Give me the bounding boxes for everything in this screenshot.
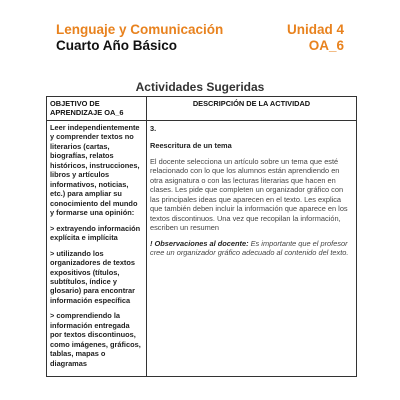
objective-intro: Leer independientemente y comprender textos no literarios (cartas, biografías, relatos históricos, instrucciones, libros y artículos informativos, noticias, etc.) para ampliar su conocimiento del mundo y formarse una opinión:	[50, 122, 140, 218]
objective-column-header: OBJETIVO DE APRENDIZAJE OA_6	[47, 97, 147, 121]
section-title: Actividades Sugeridas	[135, 80, 265, 94]
unit-label: Unidad 4	[286, 22, 344, 37]
subject-title: Lenguaje y Comunicación	[56, 22, 224, 37]
grade-title: Cuarto Año Básico	[56, 38, 178, 53]
objective-bullet: > utilizando los organizadores de textos expositivos (títulos, subtítulos, índice y glosario) para encontrar información específica	[50, 248, 136, 305]
description-column-header: DESCRIPCIÓN DE LA ACTIVIDAD	[147, 97, 357, 121]
activity-cell	[147, 120, 357, 376]
objective-bullet: > comprendiendo la información entregada por textos discontinuos, como imágenes, gráficos, tablas, mapas o diagramas	[50, 311, 141, 368]
table-row	[47, 120, 357, 376]
activity-subtitle: Reescritura de un tema	[150, 141, 232, 151]
activities-table	[46, 96, 357, 377]
activity-body: El docente selecciona un artículo sobre un tema que esté relacionado con lo que los alumnos están aprendiendo en otra asignatura o con las lecturas literarias que hacen en clases. Les pide que completen un organizador gráfico con las principales ideas que aparecen en el texto. Les explica que también deben incluir la información que aparece en los textos discontinuos. Una vez que recopilan la información, escriben un resumen	[150, 156, 348, 233]
objective-cell	[47, 120, 147, 376]
observations-text: Es importante que el profesor cree un organizador gráfico adecuado al contenido del texto.	[150, 238, 349, 258]
observations-label: ! Observaciones al docente:	[150, 238, 249, 248]
document-header	[56, 22, 344, 58]
teacher-observations	[150, 239, 353, 258]
oa-label: OA_6	[308, 38, 344, 53]
objective-bullet: > extrayendo información explícita e implícita	[50, 223, 141, 243]
activity-number: 3.	[150, 123, 157, 133]
table-header-row	[47, 97, 357, 121]
